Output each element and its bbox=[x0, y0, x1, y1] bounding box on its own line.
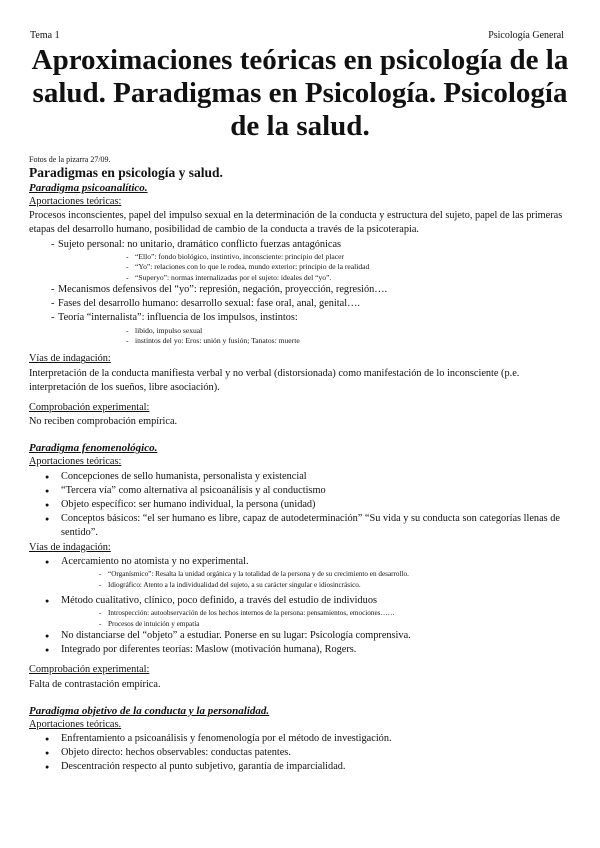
list-item: - Mecanismos defensivos del “yo”: represión, negación, proyección, regresión…. bbox=[51, 283, 572, 297]
list-item bbox=[51, 311, 572, 346]
feno-vias-list bbox=[29, 555, 572, 657]
list-item: ● Concepciones de sello humanista, personalista y existencial bbox=[45, 470, 572, 484]
psico-comprobacion-label: Comprobación experimental: bbox=[29, 402, 150, 414]
list-item: ● Integrado por diferentes teorías: Maslow (motivación humana), Rogers. bbox=[45, 643, 572, 657]
list-item bbox=[51, 238, 572, 283]
photo-note: Fotos de la pizarra 27/09. bbox=[29, 155, 111, 164]
header-subject: Psicología General bbox=[488, 30, 564, 41]
psico-vias-label: Vías de indagación: bbox=[29, 353, 111, 365]
feno-comprobacion-text: Falta de contrastación empírica. bbox=[29, 678, 161, 690]
list-item: - Introspección: autoobservación de los hechos internos de la persona: pensamientos, emociones…… bbox=[99, 608, 572, 618]
psico-sub-list-1 bbox=[58, 252, 572, 283]
list-item: ● Conceptos básicos: “el ser humano es libre, capaz de autodeterminación” “Su vida y su conducta son categorías llenas de sentido”. bbox=[45, 512, 572, 540]
obj-aportaciones-list bbox=[29, 732, 572, 775]
list-item: - “Organísmico”: Resalta la unidad orgánica y la totalidad de la persona y de su crecimiento en desarrollo. bbox=[99, 569, 572, 579]
obj-aportaciones-label: Aportaciones teóricas. bbox=[29, 718, 122, 730]
list-item: ● Objeto directo: hechos observables: conductas patentes. bbox=[45, 746, 572, 760]
feno-aportaciones-label: Aportaciones teóricas: bbox=[29, 456, 122, 468]
list-item-text: Teoría “internalista”: influencia de los impulsos, instintos: bbox=[58, 312, 298, 324]
list-item bbox=[45, 594, 572, 629]
list-item: ● Objeto específico: ser humano individual, la persona (unidad) bbox=[45, 498, 572, 512]
list-item: - “Ello”: fondo biológico, instintivo, inconsciente: principio del placer bbox=[126, 252, 572, 262]
list-item: - Idiográfico: Atento a la individualidad del sujeto, a su carácter singular e idiosincrásico. bbox=[99, 580, 572, 590]
list-item: ● Descentración respecto al punto subjetivo, garantía de imparcialidad. bbox=[45, 760, 572, 774]
psico-aportaciones-label: Aportaciones teóricas: bbox=[29, 196, 122, 207]
list-item: ● Enfrentamiento a psicoanálisis y fenomenología por el método de investigación. bbox=[45, 732, 572, 746]
list-item-text: Sujeto personal: no unitario, dramático conflicto fuerzas antagónicas bbox=[58, 238, 342, 250]
list-item bbox=[45, 555, 572, 590]
header-topic: Tema 1 bbox=[30, 30, 60, 41]
list-item: - “Yo”: relaciones con lo que le rodea, mundo exterior: principio de la realidad bbox=[126, 262, 572, 272]
list-item-text: Acercamiento no atomista y no experimental. bbox=[61, 555, 249, 567]
psico-vias-text: Interpretación de la conducta manifiesta verbal y no verbal (distorsionada) como manifestación de lo inconsciente (p.e. interpretación de los sueños, libre asociación). bbox=[29, 367, 520, 393]
heading-fenomenologico: Paradigma fenomenológico. bbox=[29, 442, 158, 455]
psico-comprobacion-text: No reciben comprobación empírica. bbox=[29, 416, 178, 428]
list-item: - Procesos de intuición y empatía bbox=[99, 619, 572, 629]
list-item: - instintos del yo: Eros: unión y fusión; Tanatos: muerte bbox=[126, 336, 572, 346]
document-body bbox=[29, 154, 572, 775]
section-subtitle: Paradigmas en psicología y salud. bbox=[29, 165, 223, 180]
list-item: - libido, impulso sexual bbox=[126, 326, 572, 336]
list-item: ● “Tercera vía” como alternativa al psicoanálisis y al conductismo bbox=[45, 484, 572, 498]
psico-dash-list bbox=[29, 238, 572, 347]
feno-comprobacion-label: Comprobación experimental: bbox=[29, 664, 150, 676]
list-item: - “Superyo”: normas internalizadas por el sujeto: ideales del “yo”. bbox=[126, 273, 572, 283]
list-item-text: Método cualitativo, clínico, poco definido, a través del estudio de individuos bbox=[61, 594, 377, 606]
feno-aportaciones-list bbox=[29, 470, 572, 541]
list-item: - Fases del desarrollo humano: desarrollo sexual: fase oral, anal, genital…. bbox=[51, 297, 572, 311]
feno-vias-sub-1 bbox=[61, 569, 572, 590]
list-item: ● No distanciarse del “objeto” a estudiar. Ponerse en su lugar: Psicología comprensiva. bbox=[45, 629, 572, 643]
psico-sub-list-4 bbox=[58, 326, 572, 347]
feno-vias-sub-2 bbox=[61, 608, 572, 629]
feno-vias-label: Vías de indagación: bbox=[29, 541, 111, 553]
heading-objetivo: Paradigma objetivo de la conducta y la personalidad. bbox=[29, 704, 270, 717]
psico-aportaciones-text: Procesos inconscientes, papel del impulso sexual en la determinación de la conducta y estructura del sujeto, papel de las primeras etapas del desarrollo humano, posibilidad de cambio de la conducta a través de la psicoterapia. bbox=[29, 210, 563, 236]
document-title: Aproximaciones teóricas en psicología de la salud. Paradigmas en Psicología. Psicología de la salud. bbox=[31, 44, 569, 142]
heading-psicoanalitico: Paradigma psicoanalítico. bbox=[29, 182, 148, 194]
